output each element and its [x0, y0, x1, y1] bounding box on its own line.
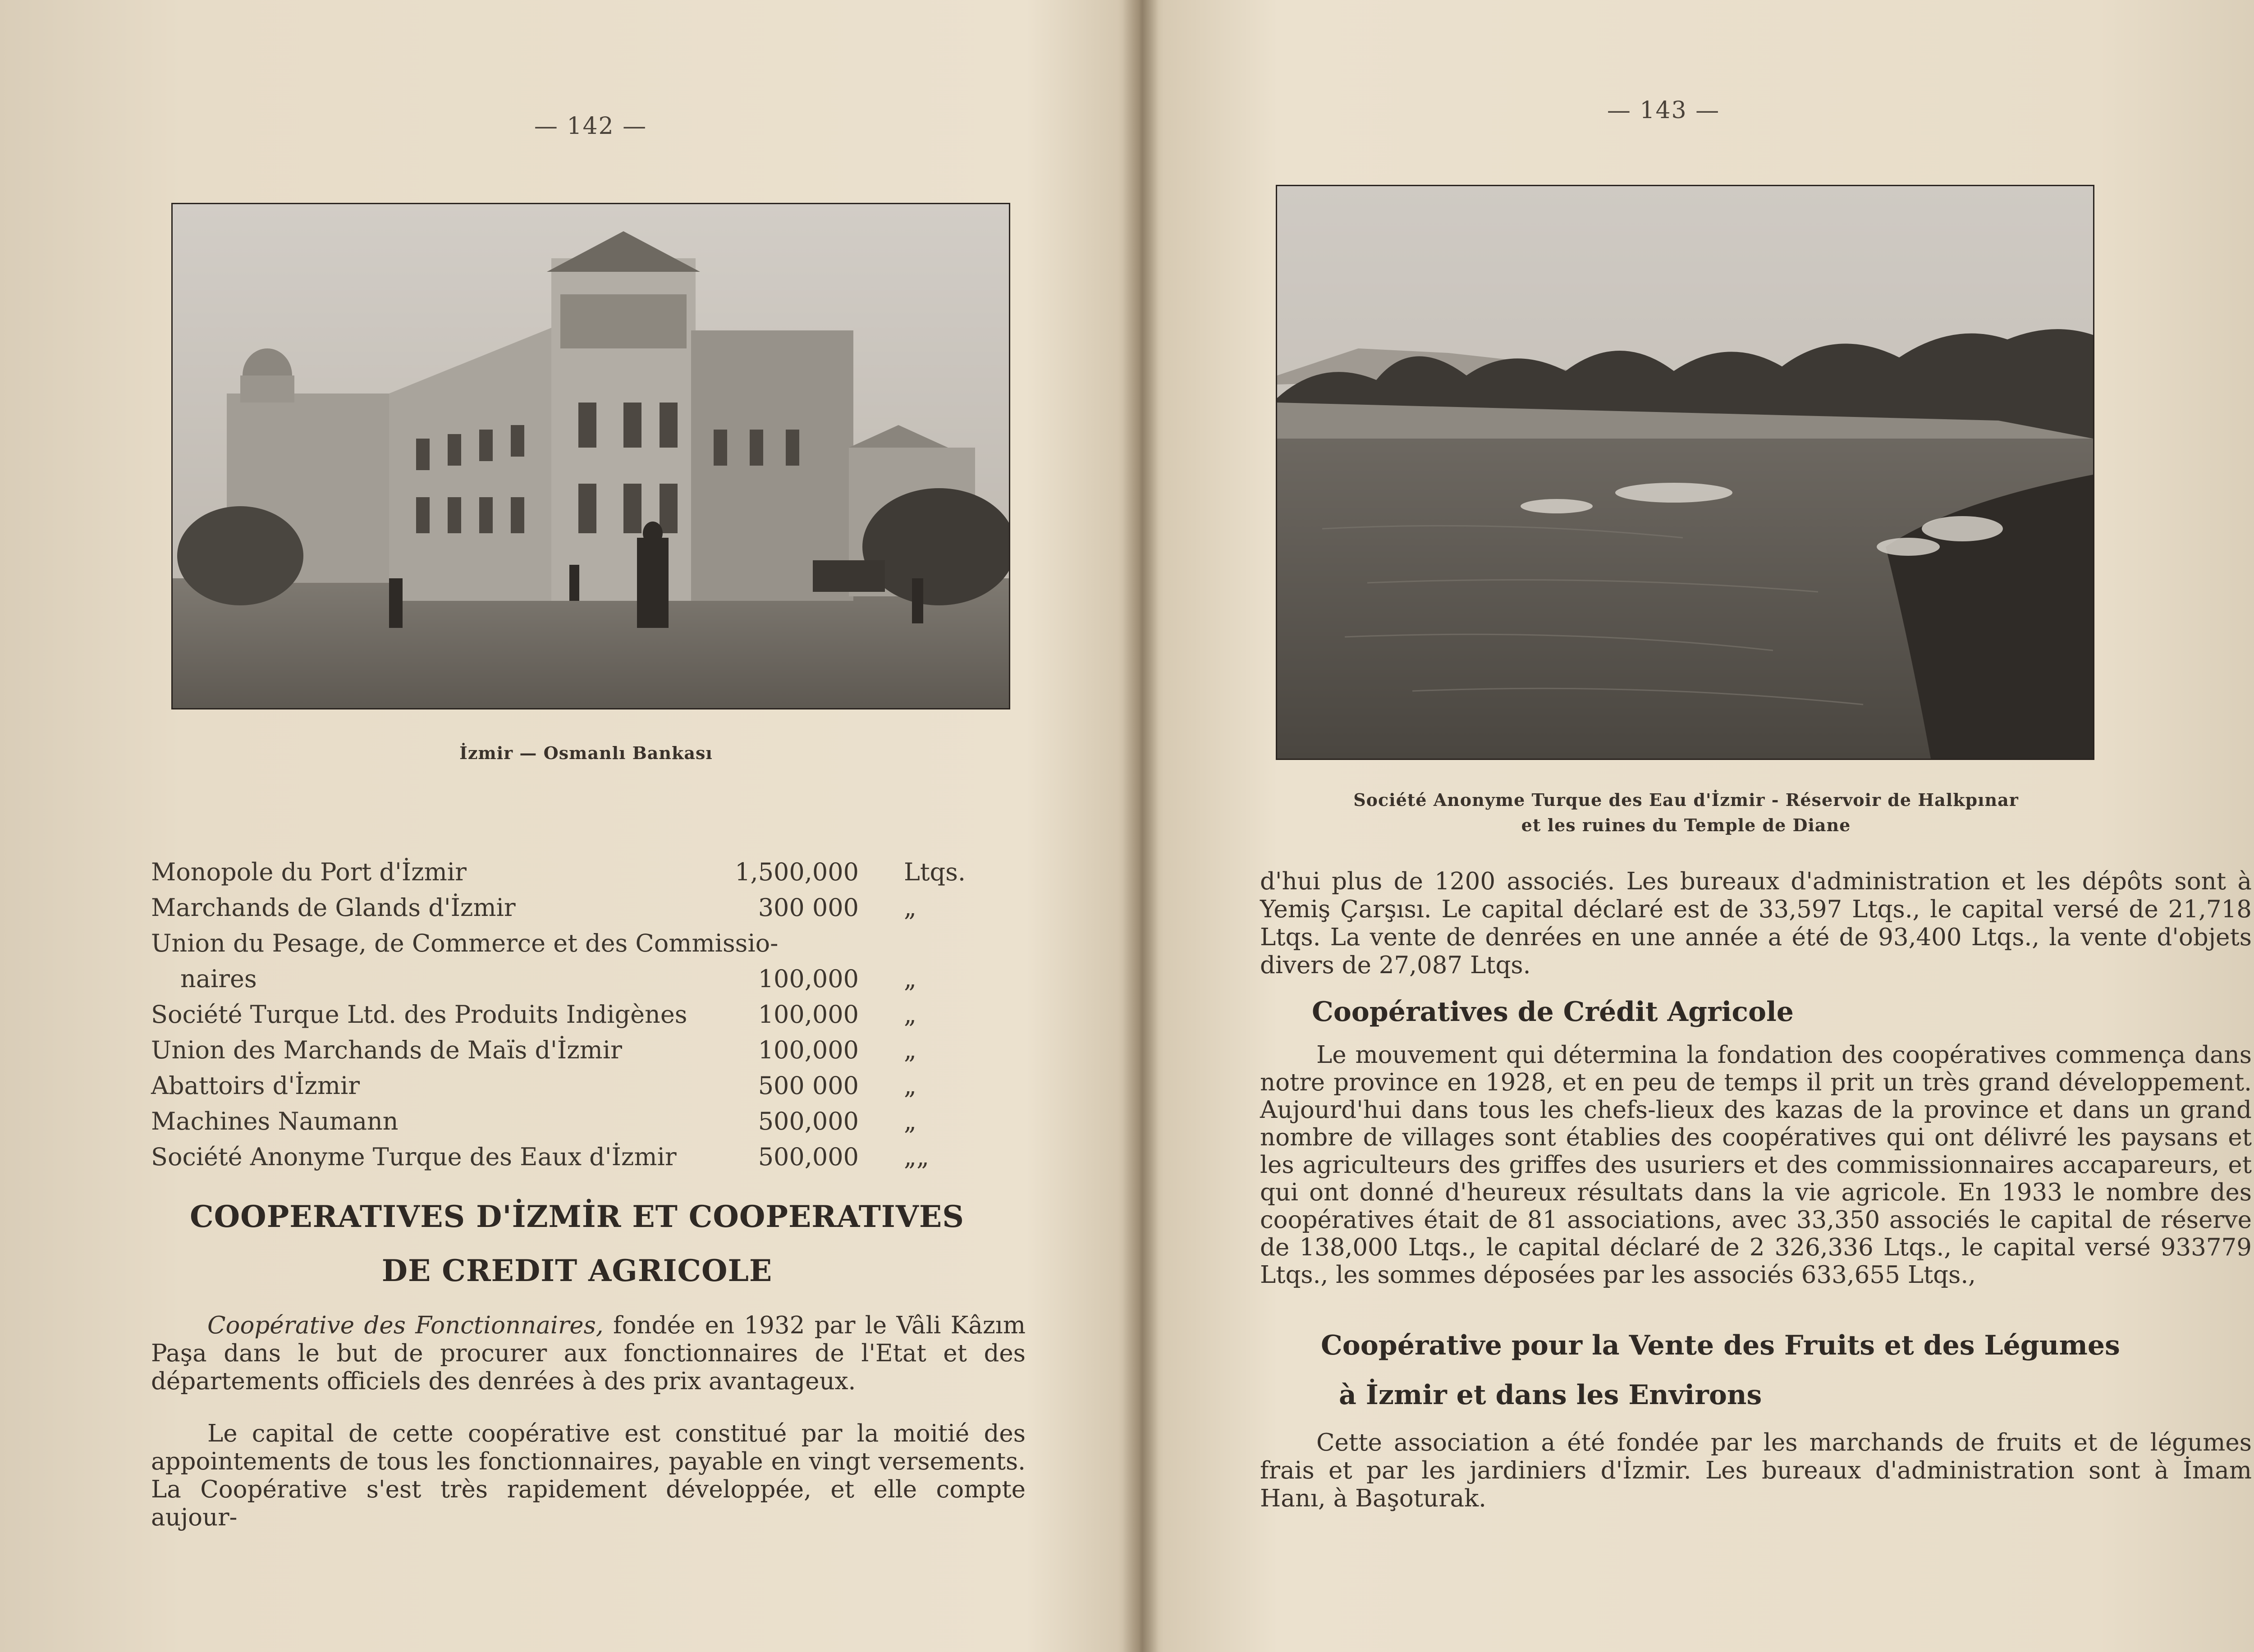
- capital-unit: „: [904, 1071, 916, 1100]
- capital-amount: 1,500,000: [735, 858, 859, 886]
- reservoir-photo: [1276, 185, 2094, 760]
- subsection-heading: à İzmir et dans les Environs: [1339, 1379, 1762, 1411]
- company-name: Société Anonyme Turque des Eaux d'İzmir: [151, 1143, 677, 1171]
- capital-row: [151, 890, 999, 925]
- company-name-continuation: naires: [180, 965, 257, 993]
- paragraph: Le mouvement qui détermina la fondation des coopératives commença dans notre province en 1928, et en peu de temps il prit un très grand développement. Aujourd'hui dans tous les chefs-lieux des kazas de la province et dans un grand nombre de villages sont établies des coopératives qui ont délivré les paysans et les agriculteurs des griffes des usuriers et des commissionnaires accapareurs, et qui ont donné d'heureux résultats dans la vie agricole. En 1933 le nombre des coopératives était de 81 associations, avec 33,350 associés le capital de réserve de 138,000 Ltqs., le capital déclaré de 2 326,336 Ltqs., le capital versé 933779 Ltqs., les sommes déposées par les associés 633,655 Ltqs.,: [1260, 1041, 2252, 1289]
- capital-row: [151, 961, 999, 997]
- capital-list: [151, 854, 999, 1175]
- ottoman-bank-photo: [171, 203, 1010, 709]
- capital-amount: 500,000: [758, 1107, 859, 1135]
- capital-unit: „„: [904, 1143, 929, 1171]
- photo-caption: Société Anonyme Turque des Eau d'İzmir - Réservoir de Halkpınar: [1353, 790, 2019, 810]
- company-name: Abattoirs d'İzmir: [151, 1071, 360, 1100]
- italic-lead: Coopérative des Fonctionnaires,: [207, 1312, 604, 1339]
- capital-unit: „: [904, 893, 916, 922]
- capital-unit: „: [904, 1107, 916, 1135]
- reservoir-photo-icon: [1277, 186, 2093, 759]
- capital-unit: „: [904, 1000, 916, 1029]
- photo-caption: et les ruines du Temple de Diane: [1521, 815, 1851, 835]
- capital-amount: 100,000: [758, 1000, 859, 1029]
- photo-caption: İzmir — Osmanlı Bankası: [459, 743, 713, 763]
- capital-amount: 300 000: [758, 893, 859, 922]
- paragraph-text: fondée en 1932 par le Vâli Kâzım Paşa dans le but de procurer aux fonctionnaires de l'Etat et des départements officiels des denrées à des prix avantageux.: [151, 1312, 1026, 1395]
- capital-row: [151, 1032, 999, 1068]
- capital-row: [151, 854, 999, 890]
- paragraph: [151, 1312, 1026, 1396]
- subsection-heading: Coopératives de Crédit Agricole: [1312, 996, 1794, 1028]
- paragraph: d'hui plus de 1200 associés. Les bureaux d'administration et les dépôts sont à Yemiş Çarşısı. Le capital déclaré est de 33,597 Ltqs., le capital versé de 21,718 Ltqs. La vente de denrées en une année a été de 93,400 Ltqs., la vente d'objets divers de 27,087 Ltqs.: [1260, 868, 2252, 979]
- capital-row: [151, 925, 999, 961]
- right-page: [1145, 0, 2254, 1652]
- capital-unit: Ltqs.: [904, 858, 966, 886]
- capital-amount: 500 000: [758, 1071, 859, 1100]
- company-name: Société Turque Ltd. des Produits Indigènes: [151, 1000, 687, 1029]
- paragraph: Le capital de cette coopérative est constitué par la moitié des appointements de tous les fonctionnaires, payable en vingt versements. La Coopérative s'est très rapidement développée, et elle compte aujour-: [151, 1420, 1026, 1531]
- paragraph: Cette association a été fondée par les marchands de fruits et de légumes frais et par les jardiniers d'İzmir. Les bureaux d'administration sont à İmam Hanı, à Başoturak.: [1260, 1429, 2252, 1512]
- page-number: — 143 —: [1607, 97, 1720, 124]
- subsection-heading: Coopérative pour la Vente des Fruits et des Légumes: [1321, 1330, 2120, 1361]
- section-title: COOPERATIVES D'İZMİR ET COOPERATIVES: [190, 1199, 964, 1234]
- company-name: Monopole du Port d'İzmir: [151, 858, 467, 886]
- page-number: — 142 —: [534, 113, 647, 140]
- capital-amount: 500,000: [758, 1143, 859, 1171]
- capital-amount: 100,000: [758, 965, 859, 993]
- capital-row: [151, 1139, 999, 1175]
- company-name: Union du Pesage, de Commerce et des Commissio-: [151, 929, 779, 957]
- capital-row: [151, 997, 999, 1032]
- company-name: Machines Naumann: [151, 1107, 399, 1135]
- capital-row: [151, 1068, 999, 1103]
- company-name: Marchands de Glands d'İzmir: [151, 893, 516, 922]
- capital-unit: „: [904, 965, 916, 993]
- capital-amount: 100,000: [758, 1036, 859, 1064]
- capital-row: [151, 1103, 999, 1139]
- building-photo-icon: [173, 204, 1009, 708]
- section-title: DE CREDIT AGRICOLE: [381, 1253, 773, 1288]
- capital-unit: „: [904, 1036, 916, 1064]
- company-name: Union des Marchands de Maïs d'İzmir: [151, 1036, 622, 1064]
